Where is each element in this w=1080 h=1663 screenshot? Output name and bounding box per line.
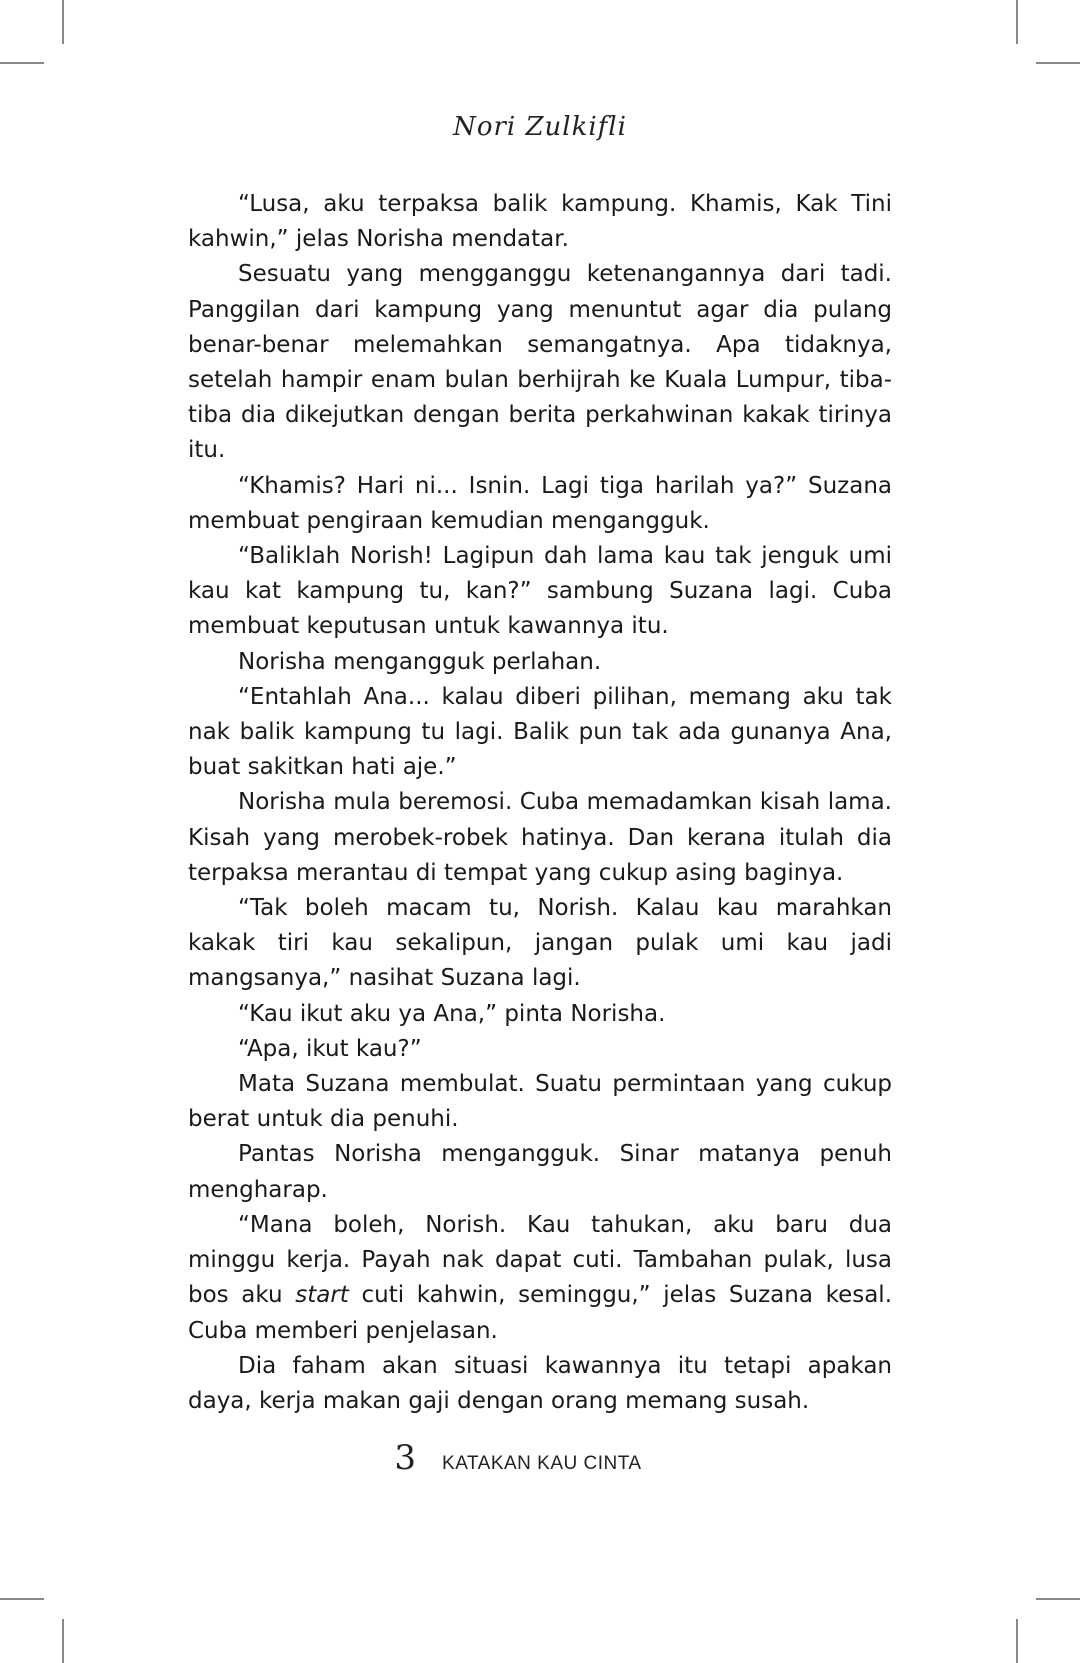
body-text — [188, 187, 892, 1419]
paragraph: “Baliklah Norish! Lagipun dah lama kau tak jenguk umi kau kat kampung tu, kan?” sambung Suzana lagi. Cuba membuat keputusan untuk kawannya itu. — [188, 543, 892, 640]
paragraph: “Kau ikut aku ya Ana,” pinta Norisha. — [238, 1000, 666, 1027]
crop-mark — [0, 1598, 44, 1600]
italic-word: start — [295, 1282, 349, 1309]
page-footer — [0, 1438, 1080, 1478]
crop-mark — [1016, 0, 1018, 44]
crop-mark — [1036, 1598, 1080, 1600]
paragraph: Pantas Norisha mengangguk. Sinar matanya penuh mengharap. — [188, 1141, 892, 1203]
paragraph: Norisha mengangguk perlahan. — [238, 648, 602, 675]
paragraph — [188, 1208, 892, 1349]
running-header-author: Nori Zulkifli — [453, 112, 627, 142]
running-footer-title: KATAKAN KAU CINTA — [442, 1453, 642, 1474]
crop-mark — [0, 62, 44, 64]
paragraph: “Apa, ikut kau?” — [238, 1035, 422, 1062]
paragraph-text: cuti kahwin, seminggu,” jelas Suzana kesal. Cuba memberi penjelasan. — [188, 1282, 892, 1344]
paragraph: Dia faham akan situasi kawannya itu tetapi apakan daya, kerja makan gaji dengan orang memang susah. — [188, 1352, 892, 1414]
page-number: 3 — [394, 1438, 417, 1478]
paragraph: “Khamis? Hari ni... Isnin. Lagi tiga harilah ya?” Suzana membuat pengiraan kemudian mengangguk. — [188, 472, 892, 534]
crop-mark — [62, 0, 64, 44]
crop-mark — [62, 1619, 64, 1663]
crop-mark — [1016, 1619, 1018, 1663]
paragraph: Sesuatu yang mengganggu ketenangannya dari tadi. Panggilan dari kampung yang menuntut agar dia pulang benar-benar melemahkan semangatnya. Apa tidaknya, setelah hampir enam bulan berhijrah ke Kuala Lumpur, tiba-tiba dia dikejutkan dengan berita perkahwinan kakak tirinya itu. — [188, 261, 892, 464]
paragraph: “Lusa, aku terpaksa balik kampung. Khamis, Kak Tini kahwin,” jelas Norisha mendatar. — [188, 191, 892, 253]
paragraph: “Tak boleh macam tu, Norish. Kalau kau marahkan kakak tiri kau sekalipun, jangan pulak umi kau jadi mangsanya,” nasihat Suzana lagi. — [188, 895, 892, 992]
paragraph: “Entahlah Ana... kalau diberi pilihan, memang aku tak nak balik kampung tu lagi. Balik pun tak ada gunanya Ana, buat sakitkan hati aje.” — [188, 683, 892, 781]
paragraph: Mata Suzana membulat. Suatu permintaan yang cukup berat untuk dia penuhi. — [188, 1071, 892, 1133]
paragraph-text: “Mana boleh, Norish. Kau tahukan, aku baru dua minggu kerja. Payah nak dapat cuti. Tambahan pulak, lusa bos aku — [188, 1211, 892, 1309]
paragraph: Norisha mula beremosi. Cuba memadamkan kisah lama. Kisah yang merobek-robek hatinya. Dan kerana itulah dia terpaksa merantau di tempat yang cukup asing baginya. — [188, 789, 892, 886]
crop-mark — [1036, 62, 1080, 64]
